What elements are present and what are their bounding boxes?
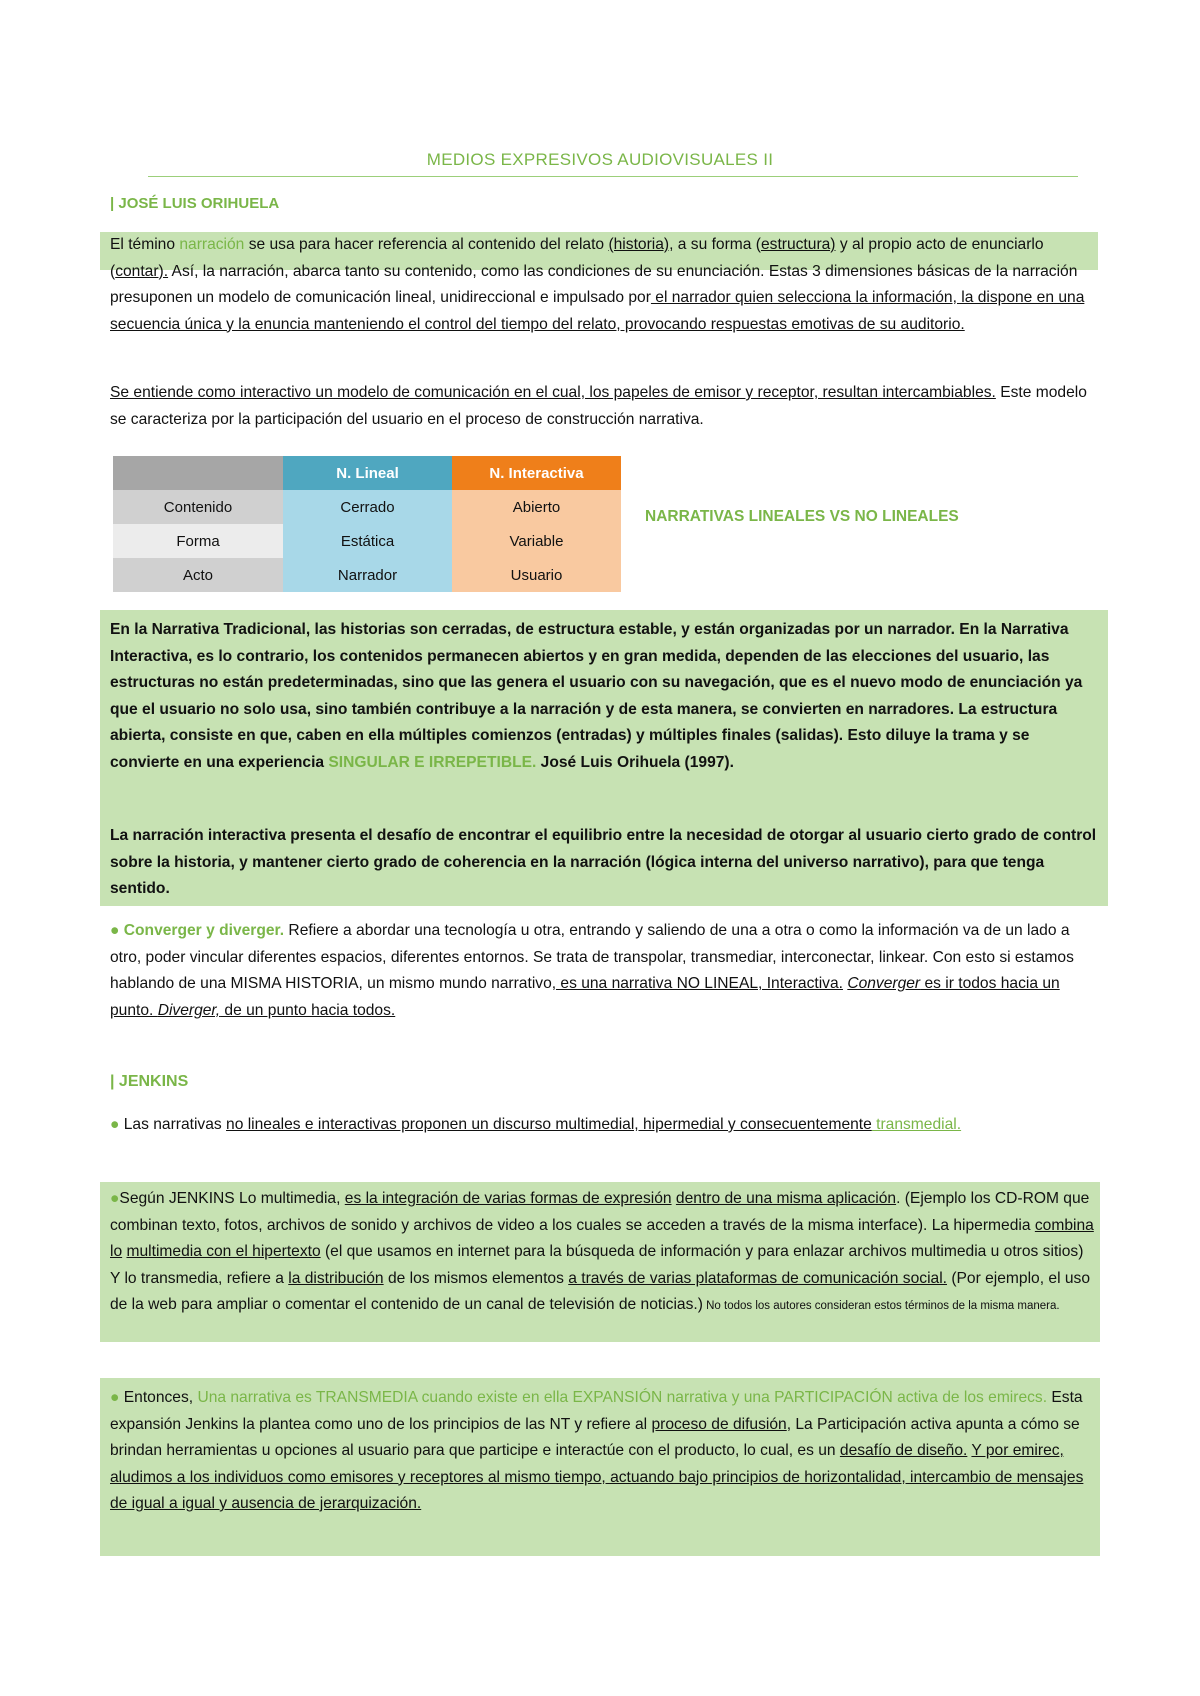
table-cell-interactiva: Abierto	[452, 490, 621, 524]
jenkins2-text-d: dentro de una misma aplicación	[675, 1190, 897, 1207]
transmedia-text-a: Entonces,	[119, 1389, 198, 1406]
jenkins2-text-f: combina lo	[110, 1216, 1094, 1260]
bullet-icon: ●	[110, 1116, 120, 1133]
side-heading: NARRATIVAS LINEALES VS NO LINEALES	[645, 508, 959, 525]
transmedia-text-f: desafío de diseño.	[839, 1442, 968, 1459]
intro-text-g: y al propio acto de enunciarlo (	[110, 236, 1044, 280]
table-cell-lineal: Estática	[283, 524, 452, 558]
narrative-text-a: En la Narrativa Tradicional, las historias son cerradas, de estructura estable, y están organizadas por un narrador. En la Narrativa Interactiva, es lo contrario, los contenidos permanecen abiertos y en gran medida, dependen de las elecciones del usuario, las estructuras no están predeterminadas, sino que las genera el usuario con su navegación, que es el nuevo modo de enunciación ya que el usuario no solo usa, sino también contribuye a la narración y de esta manera, se convierten en narradores. La estructura abierta, consiste en que, caben en ella múltiples comienzos (entradas) y múltiples finales (salidas). Esto diluye la trama y se convierte en una experiencia	[110, 621, 1083, 771]
jenkins2-text-m: (Por ejemplo, el uso de la web para ampliar o comentar el contenido de un canal de televisión de noticias.)	[110, 1269, 1091, 1313]
title-rule	[148, 176, 1078, 177]
intro-text-i: Así, la narración, abarca tanto su contenido, como las condiciones de su enunciación.	[168, 262, 765, 280]
bullet-icon: ●	[110, 1190, 120, 1207]
jenkins2-text-h: multimedia con el hipertexto	[126, 1243, 321, 1260]
table-cell-lineal: Narrador	[283, 558, 452, 592]
narrative-text-c: José Luis Orihuela (1997).	[536, 753, 734, 771]
transmedia-text-e: , La Participación activa apunta a cómo se brindan herramientas u opciones al usuario para que participe e interactúe con el producto, lo cual, es un	[110, 1415, 1080, 1459]
table-cell-lineal: Cerrado	[283, 490, 452, 524]
intro-text-j: Estas 3 dimensiones básicas de la narración presuponen un modelo de comunicación lineal, unidireccional e impulsado por	[110, 262, 1078, 306]
intro-text-a: El témino	[110, 236, 180, 253]
comparison-table	[113, 456, 621, 592]
converger-text-c: , es una narrativa NO LINEAL, Interactiva.	[551, 975, 843, 992]
transmedia-paragraph	[110, 1385, 1095, 1518]
jenkins2-footnote: No todos los autores consideran estos términos de la misma manera.	[702, 1300, 1060, 1312]
jenkins2-text-j: la distribución	[288, 1269, 384, 1287]
intro-historia: (historia),	[608, 236, 674, 253]
table-header-lineal: N. Lineal	[283, 456, 452, 490]
table-header-row	[113, 456, 621, 490]
converger-term: Converger	[847, 975, 921, 992]
intro-text-e: a su forma (	[673, 236, 761, 253]
interactive-definition: Se entiende como interactivo un modelo de comunicación en el cual, los papeles de emisor y receptor, resultan intercambiables.	[110, 384, 996, 401]
transmedia-text-h: Y por emirec, aludimos a los individuos como emisores y receptores al mismo tiempo, actuando bajo principios de horizontalidad, intercambio de mensajes de igual a igual y ausencia de jerarquización.	[110, 1442, 1084, 1512]
table-row	[113, 524, 621, 558]
jenkins1-text-a: Las narrativas	[119, 1116, 227, 1133]
interactive-text-b: Este modelo se caracteriza por la participación del usuario en el proceso de construcción narrativa.	[110, 384, 1087, 428]
table-header-blank	[113, 456, 283, 490]
jenkins-paragraph-1	[110, 1112, 1095, 1139]
transmedia-text-d: proceso de difusión	[651, 1415, 787, 1433]
intro-estructura: estructura)	[760, 236, 836, 253]
interactive-paragraph	[110, 380, 1095, 433]
intro-text-c: se usa para hacer referencia al contenido del relato	[244, 236, 609, 253]
table-row	[113, 490, 621, 524]
narrative-singular: SINGULAR E IRREPETIBLE.	[328, 753, 537, 771]
jenkins1-transmedial: transmedial.	[871, 1116, 962, 1133]
intro-narracion: narración	[179, 236, 245, 253]
table-cell-interactiva: Variable	[452, 524, 621, 558]
transmedia-text-c: Esta expansión Jenkins la plantea como uno de los principios de las NT y refiere al	[110, 1389, 1083, 1433]
jenkins2-text-e: . (Ejemplo los CD-ROM que combinan texto, fotos, archivos de sonido y archivos de video a los cuales se acceden a través de la misma interface). La hipermedia	[110, 1190, 1090, 1234]
transmedia-definition: Una narrativa es TRANSMEDIA cuando existe en ella EXPANSIÓN narrativa y una PARTICIPACIÓN activa de los emirecs.	[197, 1389, 1048, 1406]
table-row-label: Forma	[113, 524, 283, 558]
jenkins2-text-l: a través de varias plataformas de comunicación social.	[568, 1269, 947, 1287]
converger-text-h: de un punto hacia todos.	[220, 1001, 396, 1019]
converger-text-f: es ir todos hacia un punto.	[110, 975, 1060, 1019]
converger-heading: Converger y diverger.	[119, 922, 285, 939]
jenkins2-text-k: de los mismos elementos	[383, 1269, 569, 1287]
bullet-icon: ●	[110, 1389, 120, 1406]
jenkins1-text-b: no lineales e interactivas proponen un discurso multimedial, hipermedial y consecuentemente	[226, 1116, 872, 1133]
intro-contar: contar).	[115, 262, 169, 280]
converger-paragraph	[110, 918, 1095, 1024]
document-title: MEDIOS EXPRESIVOS AUDIOVISUALES II	[426, 150, 774, 169]
table-row-label: Acto	[113, 558, 283, 592]
converger-text-b: Refiere a abordar una tecnología u otra, entrando y saliendo de una a otra o como la información va de un lado a otro, poder vincular diferentes espacios, diferentes entornos. Se trata de transpolar, transmediar, interconectar, linkear. Con esto si estamos hablando de una MISMA HISTORIA, un mismo mundo narrativo	[110, 922, 1074, 992]
bullet-icon: ●	[110, 922, 120, 939]
table-header-interactiva: N. Interactiva	[452, 456, 621, 490]
diverger-term: Diverger,	[157, 1001, 221, 1019]
jenkins-heading: | JENKINS	[110, 1073, 189, 1090]
jenkins2-text-i: (el que usamos en internet para la búsqueda de información y para enlazar archivos multimedia u otros sitios) Y lo transmedia, refiere a	[110, 1243, 1084, 1287]
narrative-box-text	[110, 617, 1100, 776]
table-cell-interactiva: Usuario	[452, 558, 621, 592]
narrative-challenge: La narración interactiva presenta el desafío de encontrar el equilibrio entre la necesidad de otorgar al usuario cierto grado de control sobre la historia, y mantener cierto grado de coherencia en la narración (lógica interna del universo narrativo), para que tenga sentido.	[110, 827, 1097, 897]
intro-narrador: el narrador quien selecciona la información, la dispone en una secuencia única y la enuncia manteniendo el control del tiempo del relato, provocando respuestas emotivas de su auditorio.	[110, 289, 1085, 333]
jenkins2-text-a: Según JENKINS Lo multimedia,	[119, 1190, 345, 1207]
table-row-label: Contenido	[113, 490, 283, 524]
author-heading: | JOSÉ LUIS ORIHUELA	[110, 195, 280, 212]
intro-paragraph	[110, 232, 1095, 338]
table-row	[113, 558, 621, 592]
jenkins2-text-b: es la integración de varias formas de expresión	[344, 1190, 672, 1207]
jenkins-paragraph-2	[110, 1186, 1095, 1320]
